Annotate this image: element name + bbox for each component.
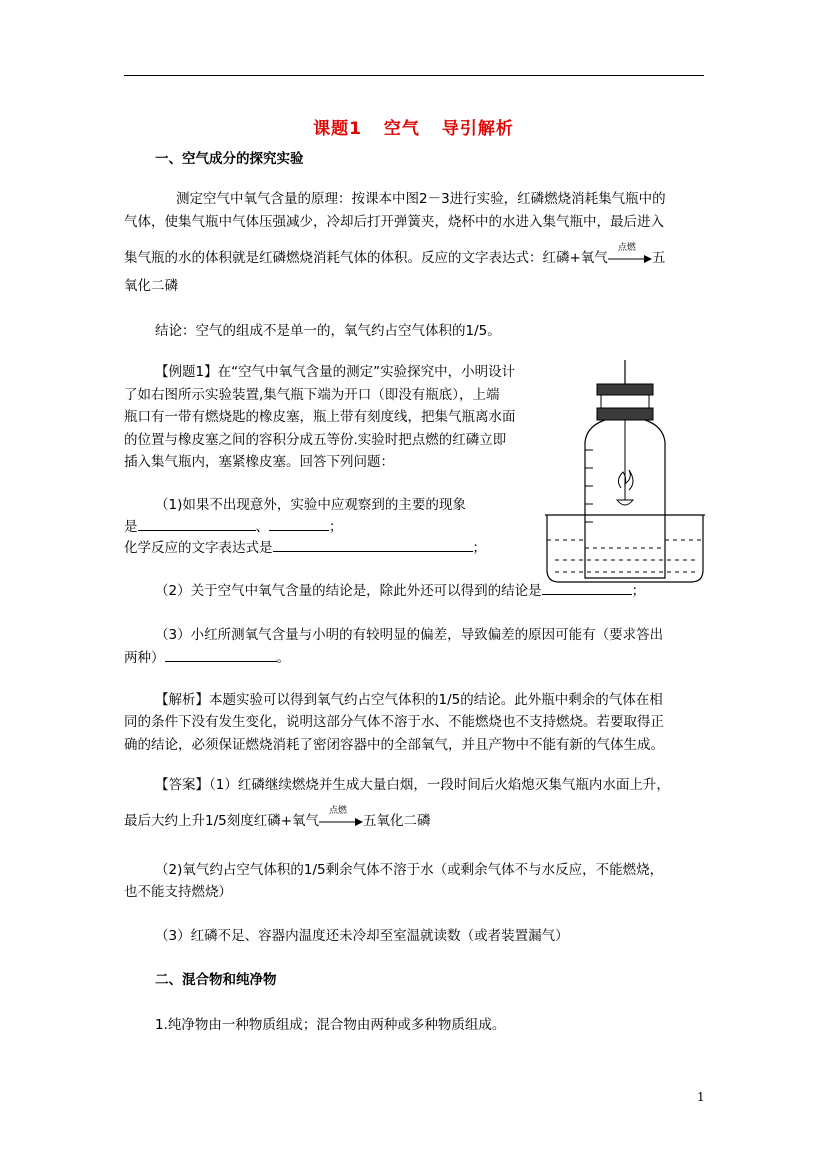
- q2-line: （2）关于空气中氧气含量的结论是，除此外还可以得到的结论是 ；: [155, 579, 645, 599]
- example-line-3: 瓶口有一带有燃烧匙的橡皮塞，瓶上带有刻度线，把集气瓶离水面: [124, 409, 516, 425]
- example-line-2: 了如右图所示实验装置,集气瓶下端为开口（即没有瓶底），上端: [124, 387, 500, 403]
- reaction-arrow: 点燃: [319, 812, 363, 830]
- section1-heading: 一、空气成分的探究实验: [155, 151, 304, 167]
- apparatus-figure: [545, 360, 705, 585]
- q3-line-2: 两种） 。: [124, 646, 290, 666]
- example-line-4: 的位置与橡皮塞之间的容积分成五等份.实验时把点燃的红磷立即: [124, 432, 507, 448]
- analysis-line-2: 同的条件下没有发生变化，说明这部分气体不溶于水、不能燃烧也不支持燃烧。若要取得正: [124, 714, 664, 730]
- answer-blank[interactable]: [269, 516, 329, 531]
- q1-line-2: 是 、 ；: [124, 515, 343, 535]
- q1-line-3: 化学反应的文字表达式是 ；: [124, 536, 486, 556]
- principle-line-1: 测定空气中氧气含量的原理：按课本中图2－3进行实验，红磷燃烧消耗集气瓶中的: [176, 191, 666, 207]
- page-title: 课题1 空气 导引解析: [313, 119, 514, 139]
- answer3-line: （3）红磷不足、容器内温度还未冷却至室温就读数（或者装置漏气）: [155, 928, 569, 944]
- reaction-arrow: 点燃: [608, 249, 652, 267]
- answer-blank[interactable]: [542, 580, 632, 595]
- analysis-line-1: 【解析】本题实验可以得到氧气约占空气体积的1/5的结论。此外瓶中剩余的气体在相: [155, 692, 663, 708]
- answer-line-1: 【答案】（1）红磷继续燃烧并生成大量白烟，一段时间后火焰熄灭集气瓶内水面上升，: [155, 777, 670, 793]
- answer2-line-2: 也不能支持燃烧）: [124, 884, 232, 900]
- example-line-1: 【例题1】在“空气中氧气含量的测定”实验探究中，小明设计: [155, 364, 516, 380]
- q1-line-1: （1)如果不出现意外，实验中应观察到的主要的现象: [155, 497, 466, 513]
- q3-line-1: （3）小红所测氧气含量与小明的有较明显的偏差，导致偏差的原因可能有（要求答出: [155, 627, 664, 643]
- conclusion: 结论：空气的组成不是单一的，氧气约占空气体积的1/5。: [155, 323, 501, 339]
- answer-blank[interactable]: [165, 647, 277, 662]
- answer2-line-1: （2)氧气约占空气体积的1/5剩余气体不溶于水（或剩余气体不与水反应，不能燃烧，: [155, 862, 664, 878]
- answer-blank[interactable]: [273, 537, 473, 552]
- header-rule: [124, 75, 704, 76]
- answer-line-2: 最后大约上升1/5刻度红磷+氧气 点燃 五氧化二磷: [124, 806, 431, 829]
- section2-heading: 二、混合物和纯净物: [155, 972, 277, 988]
- principle-line-4: 氧化二磷: [124, 278, 178, 294]
- example-line-5: 插入集气瓶内，塞紧橡皮塞。回答下列问题：: [124, 454, 394, 470]
- page-number: 1: [697, 1090, 705, 1104]
- answer-blank[interactable]: [138, 516, 256, 531]
- section2-item-1: 1.纯净物由一种物质组成；混合物由两种或多种物质组成。: [155, 1017, 506, 1033]
- principle-line-2: 气体，使集气瓶中气体压强减少，冷却后打开弹簧夹，烧杯中的水进入集气瓶中，最后进入: [124, 214, 664, 230]
- principle-line-3: 集气瓶的水的体积就是红磷燃烧消耗气体的体积。反应的文字表达式：红磷+氧气 点燃 五: [124, 243, 666, 266]
- analysis-line-3: 确的结论，必须保证燃烧消耗了密闭容器中的全部氧气，并且产物中不能有新的气体生成。: [124, 737, 664, 753]
